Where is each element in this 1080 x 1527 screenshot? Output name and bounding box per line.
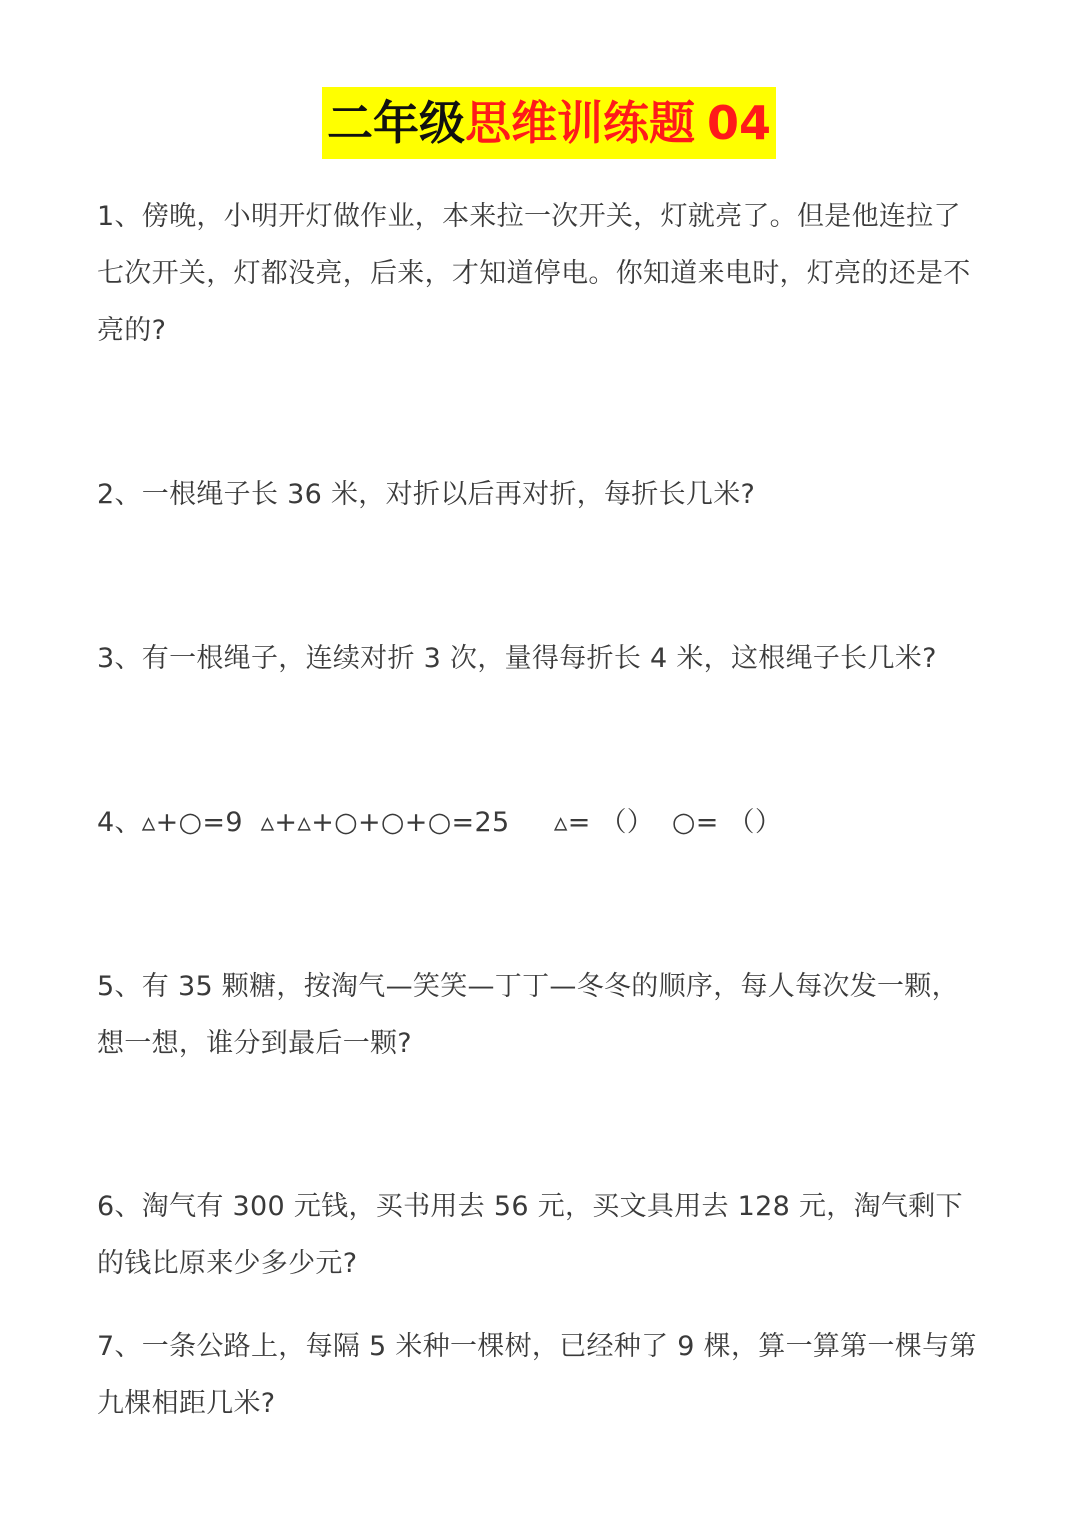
question-5: 5、有 35 颗糖，按淘气—笑笑—丁丁—冬冬的顺序，每人每次发一颗，想一想，谁分到最后一颗? — [97, 971, 959, 1059]
question-6: 6、淘气有 300 元钱，买书用去 56 元，买文具用去 128 元，淘气剩下的钱比原来少多少元? — [97, 1191, 963, 1279]
question-4: 4、▵+○=9 ▵+▵+○+○+○=25 ▵= （） ○= （） — [97, 807, 783, 838]
question-2: 2、一根绳子长 36 米，对折以后再对折，每折长几米? — [97, 479, 756, 510]
question-1: 1、傍晚，小明开灯做作业，本来拉一次开关，灯就亮了。但是他连拉了七次开关，灯都没亮，后来，才知道停电。你知道来电时，灯亮的还是不亮的? — [97, 201, 971, 346]
title-topic: 思维训练题 — [464, 96, 695, 150]
title-number: 04 — [706, 96, 771, 150]
question-3: 3、有一根绳子，连续对折 3 次，量得每折长 4 米，这根绳子长几米? — [97, 643, 937, 674]
page-title — [322, 87, 776, 159]
question-7: 7、一条公路上，每隔 5 米种一棵树，已经种了 9 棵，算一算第一棵与第九棵相距几米? — [97, 1331, 977, 1419]
title-grade: 二年级 — [326, 96, 465, 150]
